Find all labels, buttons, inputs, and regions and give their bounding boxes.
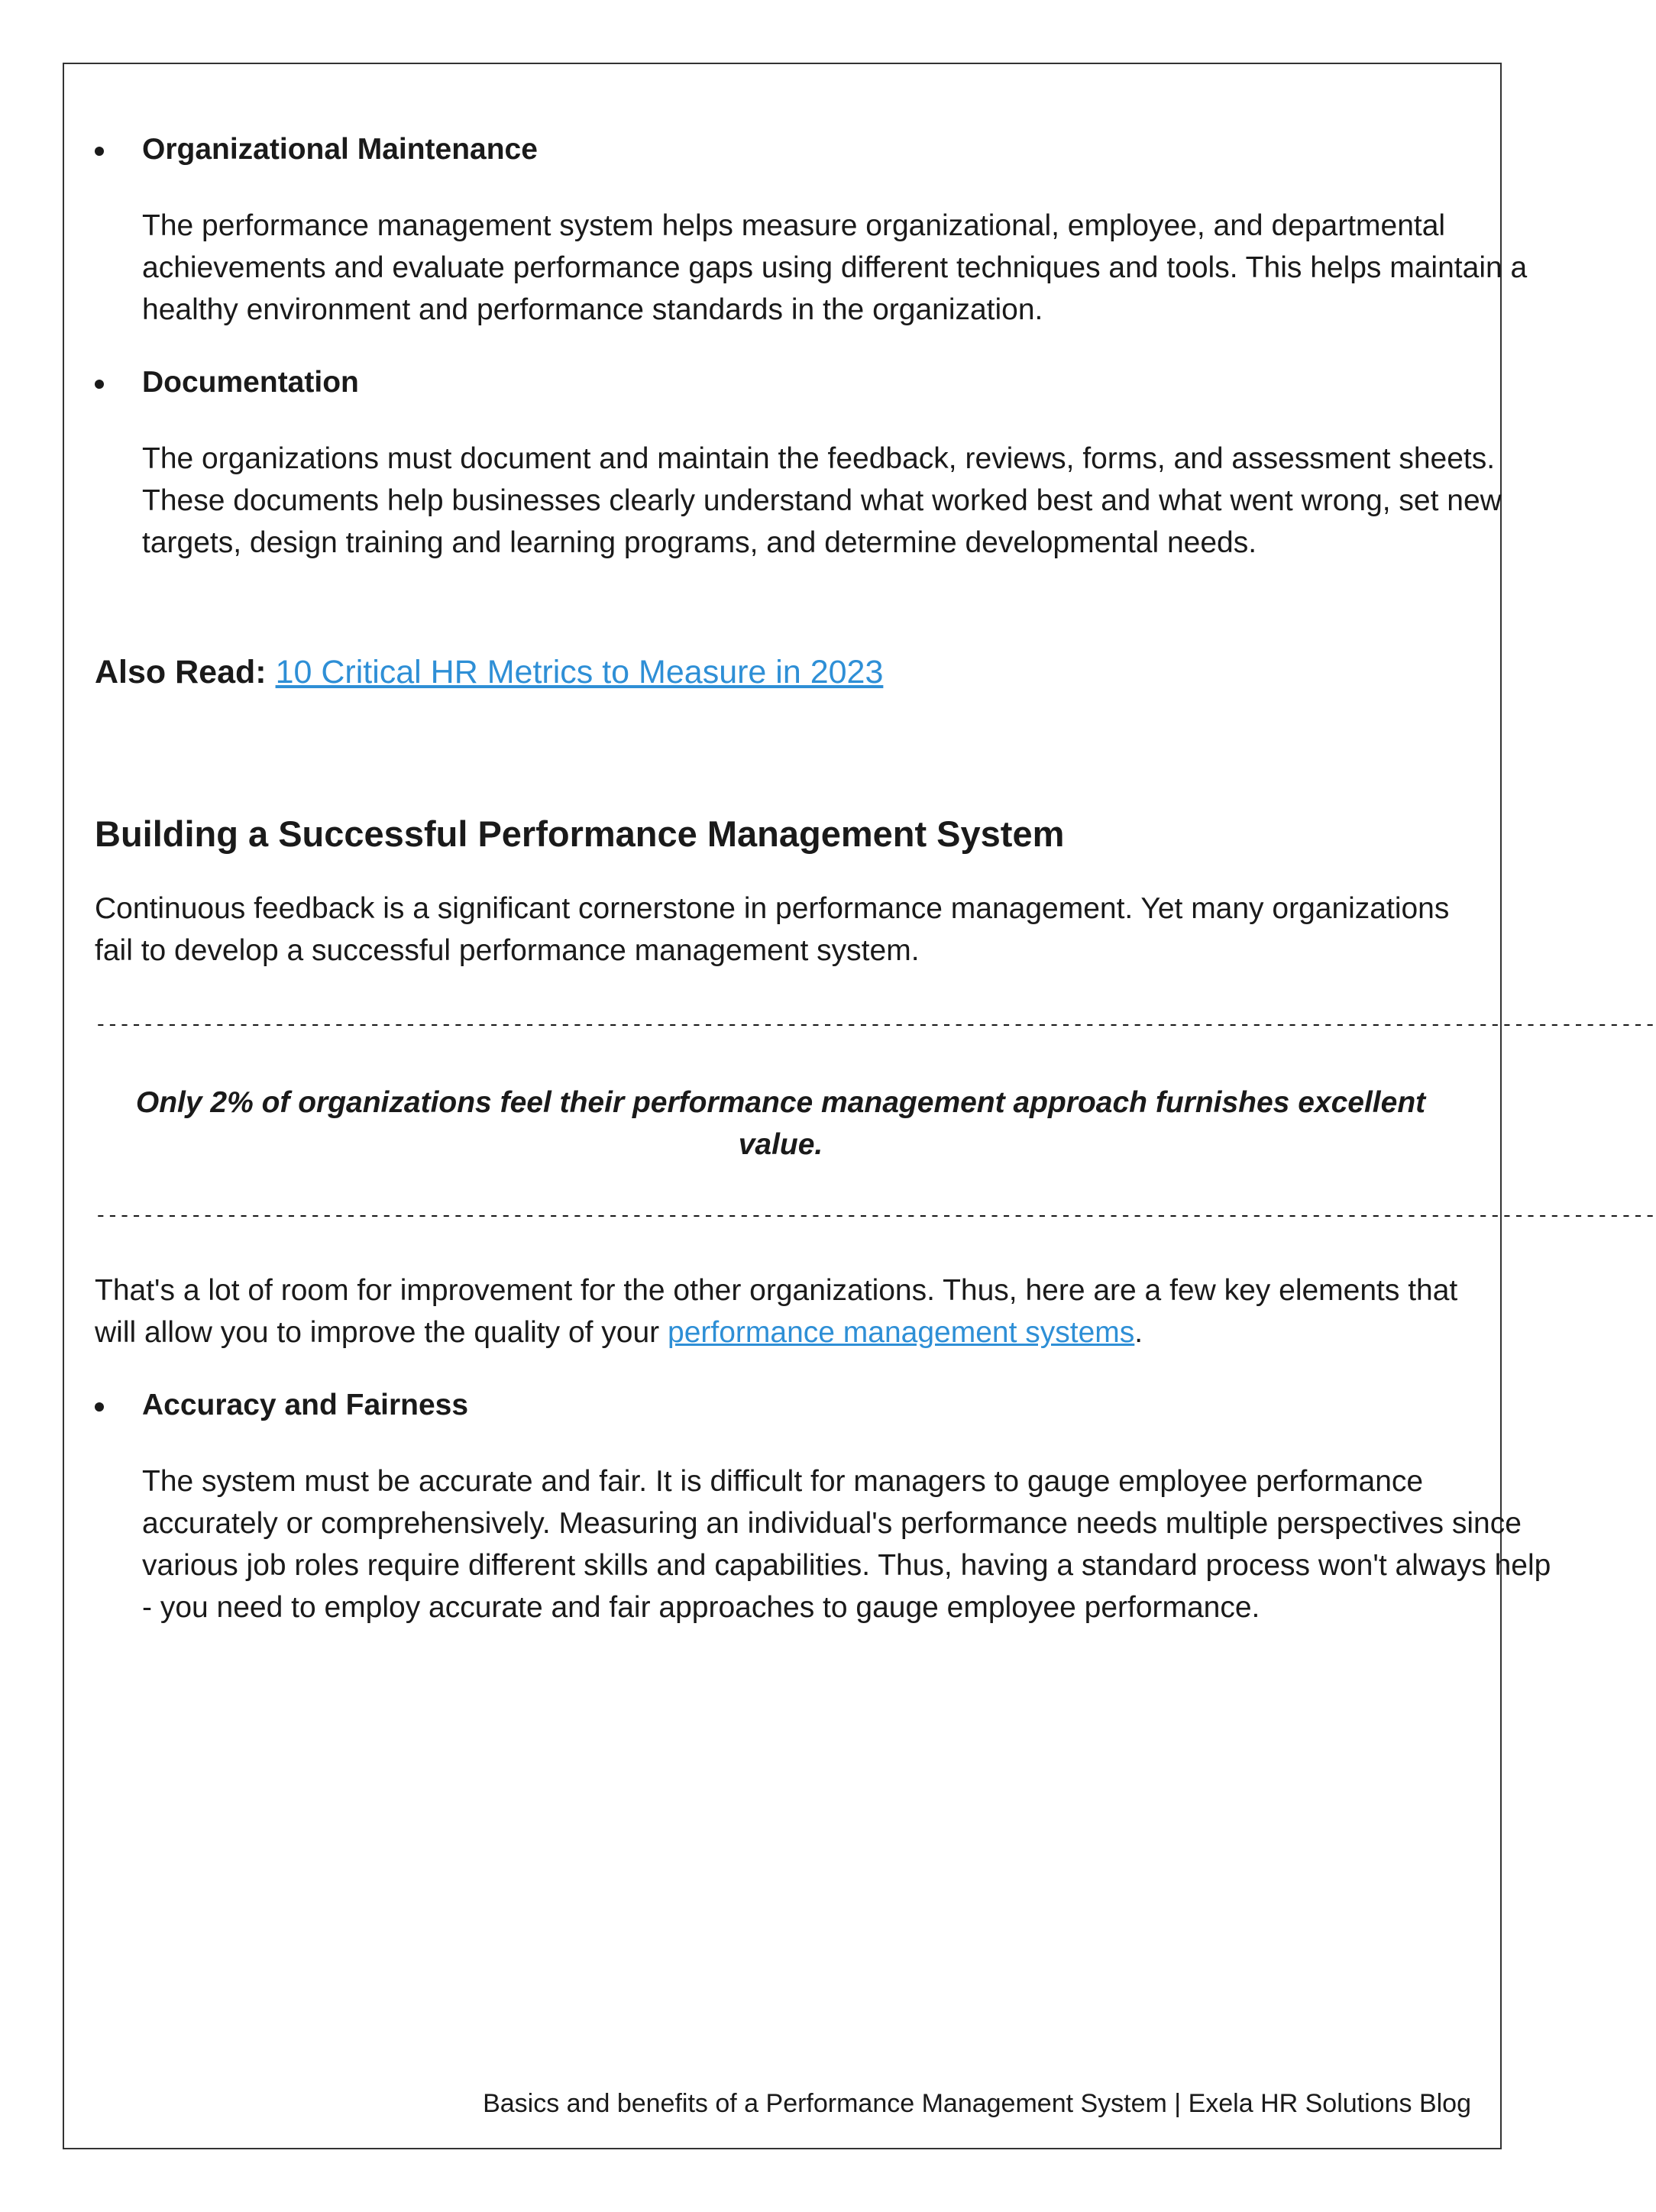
section-heading: Building a Successful Performance Management System: [95, 813, 1065, 854]
bullet-body: The performance management system helps measure organizational, employee, and departmental achievements and evaluate performance gaps using different techniques and tools. This helps maintain a healthy environment and performance standards in the organization.: [142, 209, 1528, 326]
also-read: [95, 649, 1470, 695]
bullet-dot-icon: [95, 147, 104, 156]
bullet-dot-icon: [95, 1402, 104, 1412]
divider-top: -----------------------------------------------------------------------------------------------------------------------------------: [95, 1014, 1656, 1036]
bullet-body: The organizations must document and maintain the feedback, reviews, forms, and assessment sheets. These documents help businesses clearly understand what worked best and what went wrong, set new targets, design training and learning programs, and determine developmental needs.: [142, 442, 1502, 559]
document-content: [95, 115, 1656, 1628]
bullet-title-text: Organizational Maintenance: [142, 133, 538, 166]
divider-bottom: -----------------------------------------------------------------------------------------------------------------------------------: [95, 1205, 1656, 1227]
page-footer: Basics and benefits of a Performance Management System | Exela HR Solutions Blog: [483, 2089, 1471, 2118]
bullet-title-text: Accuracy and Fairness: [142, 1389, 469, 1421]
bullet-body: The system must be accurate and fair. It is difficult for managers to gauge employee performance accurately or comprehensively. Measuring an individual's performance needs multiple perspectives since various job roles require different skills and capabilities. Thus, having a standard process won't always help - you need to employ accurate and fair approaches to gauge employee performance.: [142, 1465, 1551, 1624]
also-read-label: Also Read:: [95, 654, 267, 690]
performance-management-link[interactable]: performance management systems: [668, 1316, 1135, 1349]
bullet-title: [95, 1384, 1470, 1427]
section-intro: Continuous feedback is a significant cornerstone in performance management. Yet many organizations fail to develop a successful performance management system.: [95, 892, 1450, 967]
bullet-item-accuracy-fairness: [95, 1384, 1551, 1628]
pull-quote: Only 2% of organizations feel their performance management approach furnishes excellent value.: [135, 1086, 1426, 1161]
bullet-title: [95, 128, 1470, 171]
bullet-title-text: Documentation: [142, 366, 359, 399]
bullet-dot-icon: [95, 380, 104, 389]
also-read-link[interactable]: 10 Critical HR Metrics to Measure in 2023: [275, 654, 884, 690]
after-quote-paragraph: [95, 1269, 1470, 1353]
bullet-item-documentation: [95, 361, 1502, 564]
after-quote-end: .: [1134, 1316, 1143, 1349]
bullet-item-organizational-maintenance: [95, 128, 1528, 331]
after-quote-text: That's a lot of room for improvement for the other organizations. Thus, here are a few key elements that will allow you to improve the quality of your: [95, 1274, 1458, 1349]
bullet-title: [95, 361, 1470, 404]
